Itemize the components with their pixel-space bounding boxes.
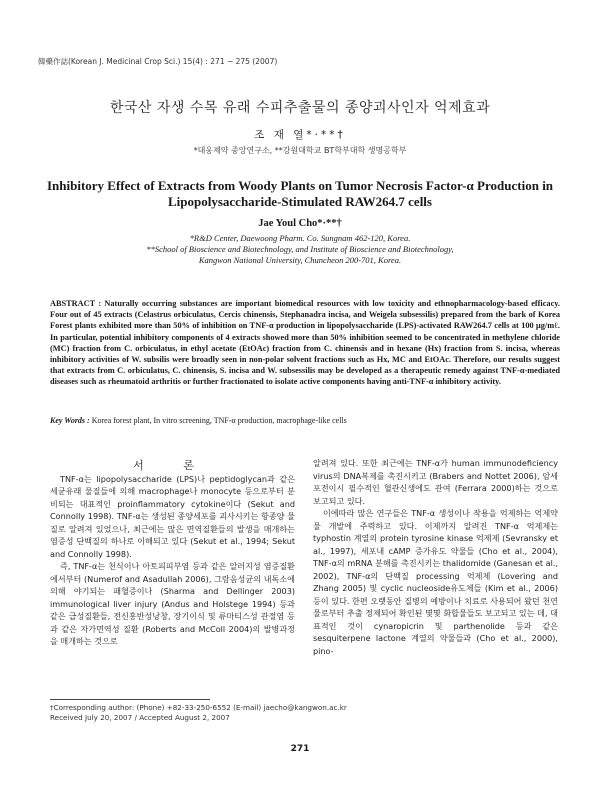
footnote-divider [50, 699, 210, 700]
keywords-label: Key Words : [50, 416, 90, 425]
affiliation-line: **School of Bioscience and Biotechnology, and Institute of Bioscience and Biotechnology, [146, 244, 454, 254]
footnote-line: †Corresponding author: (Phone) +82-33-250-6552 (E-mail) jaecho@kangwon.ac.kr [50, 703, 347, 712]
abstract-label: ABSTRACT : [50, 299, 102, 308]
english-affiliation [40, 233, 560, 266]
abstract-text: Naturally occurring substances are important biomedical resources with low toxicity and ethnopharmacology-based efficacy. Four out of 45 extracts (Celastrus orbiculatus, Cercis chinensis, Stephanadra incisa, and Weigela subsessilis) prepared from the bark of Korea Forest plants exhibited more than 50% of inhibition on TNF-α production in lipopolysaccharide (LPS)-activated RAW264.7 cells at 100 μg/mℓ. In particular, potential inhibitory components of 4 extracts showed more than 50% inhibition seemed to be concentrated in methylene chloride (MC) fraction from C. orbiculatus, in ethyl acetate (EtOAc) fraction from C. chinensis and in hexane (Hx) fraction from S. incisa, whereas inhibitory activities of W. subsilis were broadly seen in non-polar solvent fractions such as Hx, MC and EtOAc. Therefore, our results suggest that extracts from C. orbiculatus, C. chinensis, S. incisa and W. subsessilis may be developed as a therapeutic remedy against TNF-α-mediated diseases such as rheumatoid arthritis or further fractionated to isolate active components having anti-TNF-α inhibitory activity. [50, 299, 561, 387]
body-paragraph: 즉, TNF-α는 천식이나 아토피피부염 등과 같은 알러지성 염증질환에서부터 (Numerof and Asadullah 2006), 그람음성균의 내독소에 의해 야기되는 패혈증이나 (Sharma and Dellinger 2003) immunological liver injury (Andus and Holstege 1994) 등과 같은 급성질환들, 전신홍반성낭창, 장기이식 및 류마티스성 관절염 등과 같은 자가면역성 질환 (Roberts and McColl 2004)의 발병과정을 매개하는 것으로 [50, 561, 295, 646]
korean-author: 조 재 열*·**† [254, 129, 346, 141]
keywords [50, 415, 560, 426]
section-heading-introduction: 서 론 [133, 459, 212, 472]
english-author: Jae Youl Cho*·**† [258, 218, 342, 229]
body-paragraph: TNF-α는 lipopolysaccharide (LPS)나 peptidoglycan과 같은 세균유래 물질들에 의해 macrophage나 monocyte 등으로부터 분비되는 대표적인 proinflammatory cytokine이다 (Sekut and Connolly 1998). TNF-α는 생성된 종양세포를 괴사시키는 항종양 물질로 알려져 있었으나, 최근에는 많은 면역질환들의 발생을 매개하는 염증성 단백질의 하나로 이해되고 있다 (Sekut et al., 1994; Sekut and Connolly 1998). [50, 473, 295, 559]
body-paragraph: 알려져 있다. 또한 최근에는 TNF-α가 human immunodeficiency virus의 DNA복제를 촉진시키고 (Brabers and Nottet 2006), 암세포전이시 필수적인 혈관신생에도 관여 (Ferrara 2000)하는 것으로 보고되고 있다. [313, 458, 558, 506]
keywords-text: Korea forest plant, In vitro screening, TNF-α production, macrophage-like cells [91, 416, 347, 425]
affiliation-line: Kangwon National University, Chuncheon 200-701, Korea. [198, 255, 402, 265]
footnote [50, 703, 560, 723]
footnote-line: Received July 20, 2007 / Accepted August 2, 2007 [50, 713, 230, 722]
body-paragraph: 이에따라 많은 연구들은 TNF-α 생성이나 작용을 억제하는 억제약물 개발에 주력하고 있다. 이제까지 알려진 TNF-α 억제제는 typhostin 계열의 protein tyrosine kinase 억제제 (Sevransky et al., 1997), 세포내 cAMP 증가유도 약물들 (Cho et al., 2004), TNF-α의 mRNA 분해를 촉진시키는 thalidomide (Ganesan et al., 2002), TNF-α의 단백질 processing 억제제 (Lovering and Zhang 2005) 및 cyclic nucleoside유도체들 (Kim et al., 2006) 등이 있다. 한편 오랫동안 질병의 예방이나 치료로 사용되어 왔던 천연물로부터 추출 정제되어 확인된 몇몇 화합물들도 보고되고 있는 데, 대표적인 것이 cynaropicrin 및 parthenolide 등과 같은 sesquiterpene lactone 계열의 약물들과 (Cho et al., 2000), pino- [313, 508, 558, 656]
left-column [50, 460, 295, 648]
korean-title: 한국산 자생 수목 유래 수피추출물의 종양괴사인자 억제효과 [109, 100, 491, 116]
right-column [313, 457, 558, 657]
korean-affiliation: *대웅제약 중앙연구소, **강원대학교 BT학부대학 생명공학부 [193, 146, 407, 155]
abstract [50, 298, 560, 388]
english-title: Inhibitory Effect of Extracts from Woody Plants on Tumor Necrosis Factor-α Production in Lipopolysaccharide-Stimulated RAW264.7 cells [46, 178, 554, 209]
affiliation-line: *R&D Center, Daewoong Pharm. Co. Sungnam 462-120, Korea. [189, 233, 411, 243]
page-number: 271 [290, 744, 310, 754]
journal-header: 韓藥作誌(Korean J. Medicinal Crop Sci.) 15(4) : 271 − 275 (2007) [38, 57, 278, 66]
